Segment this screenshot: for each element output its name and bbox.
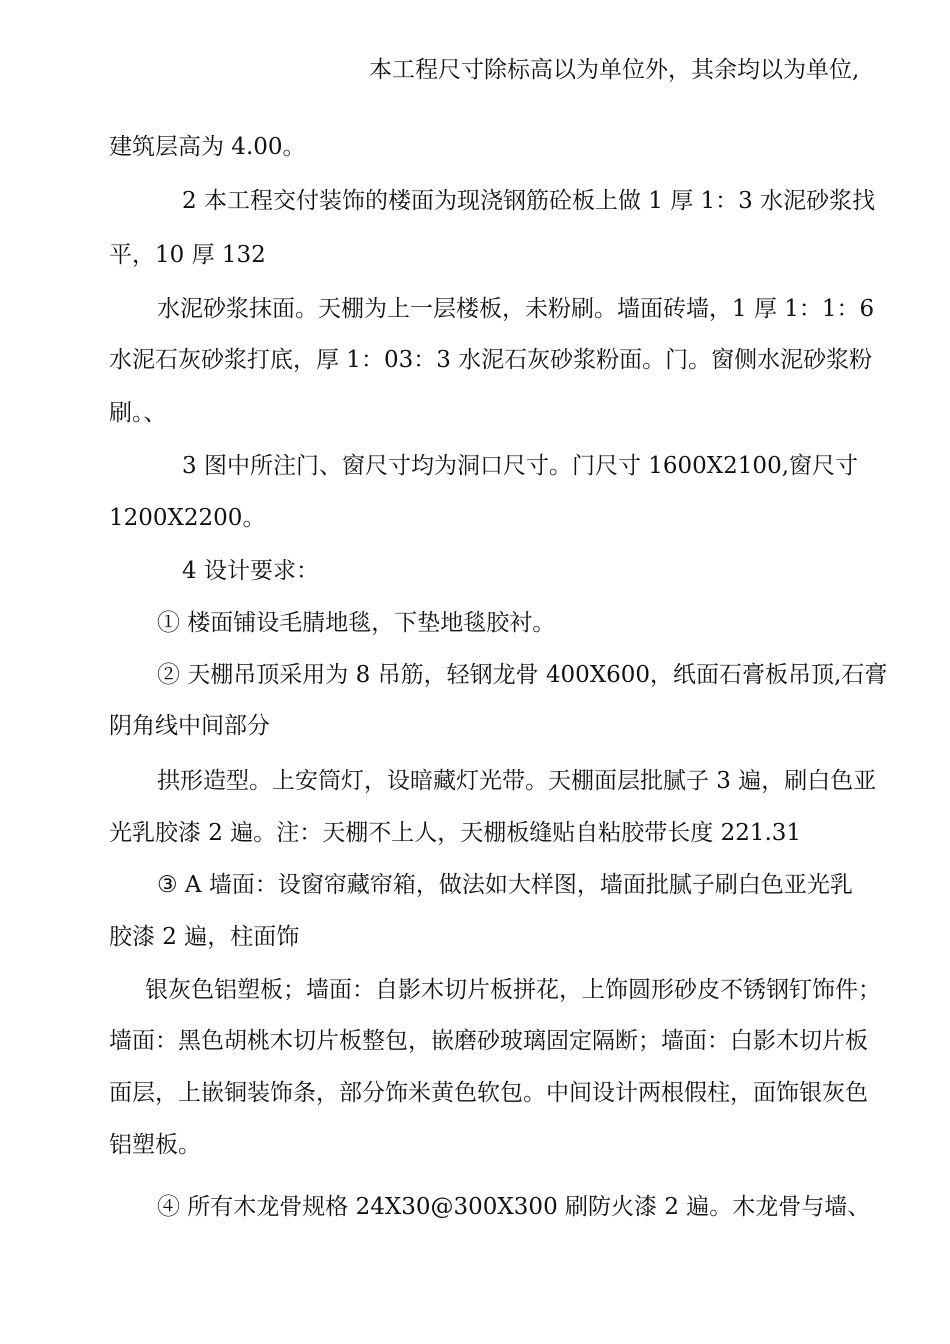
text-line: 2 本工程交付装饰的楼面为现浇钢筋砼板上做 1 厚 1：3 水泥砂浆找 bbox=[182, 188, 876, 214]
text-line: ② 天棚吊顶采用为 8 吊筋，轻钢龙骨 400X600，纸面石膏板吊顶,石膏 bbox=[157, 662, 888, 688]
text-line: 面层，上嵌铜装饰条，部分饰米黄色软包。中间设计两根假柱，面饰银灰色 bbox=[109, 1080, 868, 1106]
text-line: 阴角线中间部分 bbox=[109, 713, 270, 739]
text-line: 墙面：黑色胡桃木切片板整包，嵌磨砂玻璃固定隔断；墙面：白影木切片板 bbox=[109, 1028, 868, 1054]
text-line: 水泥砂浆抹面。天棚为上一层楼板，未粉刷。墙面砖墙，1 厚 1：1：6 bbox=[157, 296, 875, 322]
text-line: 水泥石灰砂浆打底，厚 1：03：3 水泥石灰砂浆粉面。门。窗侧水泥砂浆粉 bbox=[109, 347, 873, 373]
text-line: 建筑层高为 4.00。 bbox=[109, 134, 306, 160]
text-line: ① 楼面铺设毛腈地毯，下垫地毯胶衬。 bbox=[157, 610, 556, 636]
text-line: 本工程尺寸除标高以为单位外，其余均以为单位, bbox=[369, 57, 860, 83]
text-line: 拱形造型。上安筒灯，设暗藏灯光带。天棚面层批腻子 3 遍，刷白色亚 bbox=[157, 768, 877, 794]
text-line: 平，10 厚 132 bbox=[109, 242, 266, 268]
text-line: 铝塑板。 bbox=[109, 1132, 201, 1158]
text-line: 胶漆 2 遍，柱面饰 bbox=[109, 924, 300, 950]
text-line: 3 图中所注门、窗尺寸均为洞口尺寸。门尺寸 1600X2100,窗尺寸 bbox=[182, 453, 859, 479]
text-line: 银灰色铝塑板；墙面：自影木切片板拼花，上饰圆形砂皮不锈钢钉饰件； bbox=[145, 977, 881, 1003]
text-line: 刷。、 bbox=[109, 400, 167, 426]
text-line: ④ 所有木龙骨规格 24X30@300X300 刷防火漆 2 遍。木龙骨与墙、 bbox=[157, 1194, 871, 1220]
text-line: 光乳胶漆 2 遍。注：天棚不上人，天棚板缝贴自粘胶带长度 221.31 bbox=[109, 820, 802, 846]
text-line: 1200X2200。 bbox=[109, 505, 266, 531]
text-line: ③ A 墙面：设窗帘藏帘箱，做法如大样图，墙面批腻子刷白色亚光乳 bbox=[157, 872, 853, 898]
text-line: 4 设计要求： bbox=[182, 558, 319, 584]
